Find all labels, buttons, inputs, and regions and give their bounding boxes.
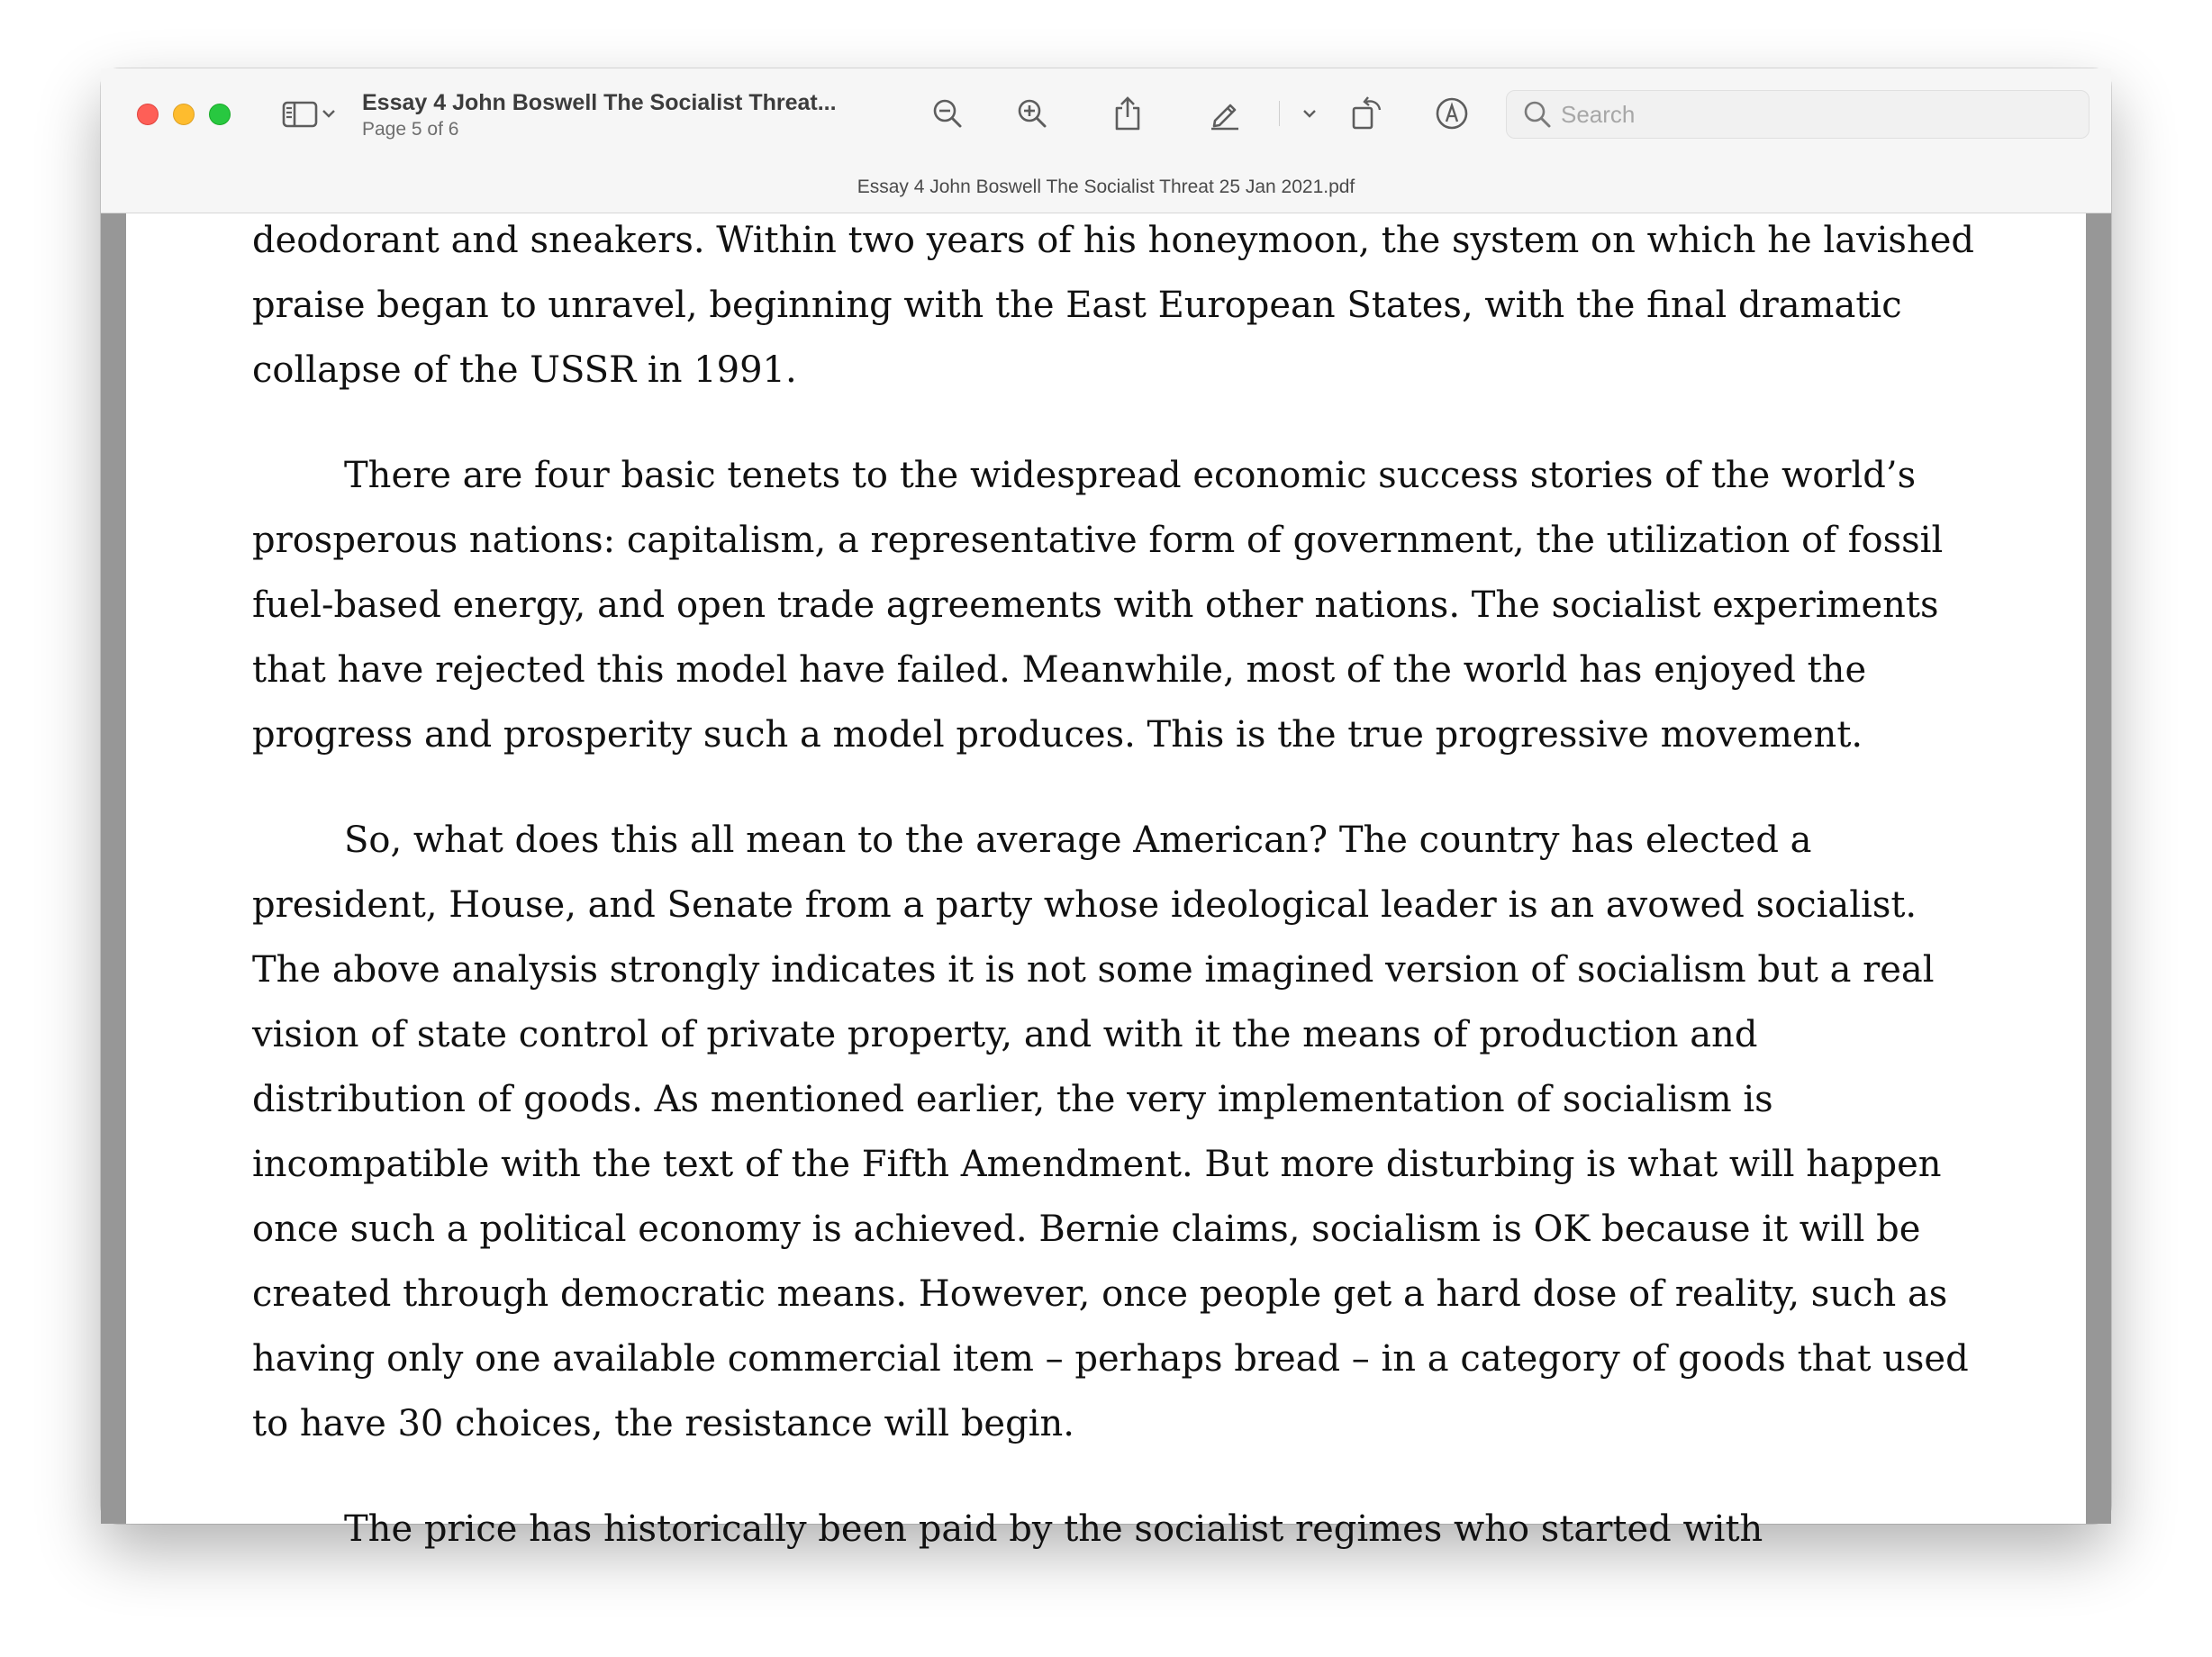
zoom-in-button[interactable]: [1011, 92, 1054, 135]
toolbar-divider: [1279, 101, 1280, 126]
text-line: praise began to unravel, beginning with the East European States, with the final dramatic: [252, 285, 1902, 326]
share-button[interactable]: [1106, 92, 1149, 135]
text-line: having only one available commercial item – perhaps bread – in a category of goods that used: [252, 1338, 1969, 1380]
text-line: So, what does this all mean to the average American? The country has elected a: [344, 819, 1812, 861]
markup-button[interactable]: [1203, 92, 1247, 135]
search-icon: [1521, 98, 1554, 131]
text-line: There are four basic tenets to the widespread economic success stories of the world’s: [344, 455, 1917, 496]
sidebar-icon: [282, 99, 318, 128]
paragraph: [252, 1497, 1981, 1562]
text-line: to have 30 choices, the resistance will begin.: [252, 1403, 1074, 1444]
text-line: that have rejected this model have failed. Meanwhile, most of the world has enjoyed the: [252, 649, 1867, 691]
zoom-window-button[interactable]: [209, 104, 231, 125]
minimize-window-button[interactable]: [173, 104, 195, 125]
text-line: once such a political economy is achieved. Bernie claims, socialism is OK because it will be: [252, 1209, 1921, 1250]
text-line: vision of state control of private property, and with it the means of production and: [252, 1014, 1758, 1055]
zoom-in-icon: [1016, 97, 1048, 130]
text-line: collapse of the USSR in 1991.: [252, 349, 797, 391]
annotate-icon: [1435, 96, 1469, 131]
text-line: fuel-based energy, and open trade agreements with other nations. The socialist experiments: [252, 584, 1939, 626]
text-line: deodorant and sneakers. Within two years of his honeymoon, the system on which he lavished: [252, 220, 1974, 261]
paragraph: [252, 808, 1981, 1456]
chevron-down-icon: [322, 108, 336, 119]
preview-window: [101, 68, 2111, 1550]
page-text: [252, 208, 1981, 1602]
text-line: created through democratic means. However, once people get a hard dose of reality, such as: [252, 1273, 1948, 1315]
zoom-out-icon: [931, 97, 964, 130]
window-filename: Essay 4 John Boswell The Socialist Threat 25 Jan 2021.pdf: [857, 177, 1355, 197]
annotate-button[interactable]: [1430, 92, 1473, 135]
toolbar: [101, 68, 2111, 213]
rotate-button[interactable]: [1346, 92, 1389, 135]
search-field[interactable]: [1506, 90, 2090, 139]
text-line: The above analysis strongly indicates it is not some imagined version of socialism but a real: [252, 949, 1935, 991]
document-viewport[interactable]: [101, 213, 2111, 1550]
text-line: incompatible with the text of the Fifth Amendment. But more disturbing is what will happen: [252, 1144, 1942, 1185]
paragraph: [252, 443, 1981, 767]
sidebar-toggle-button[interactable]: [277, 92, 340, 135]
text-line: progress and prosperity such a model produces. This is the true progressive movement.: [252, 714, 1863, 756]
zoom-out-button[interactable]: [926, 92, 969, 135]
paragraph: [252, 208, 1981, 403]
markup-pen-icon: [1208, 96, 1242, 131]
document-title[interactable]: Essay 4 John Boswell The Socialist Threat...: [362, 90, 837, 115]
share-icon: [1112, 95, 1143, 131]
search-input[interactable]: [1559, 100, 2067, 130]
text-line: The price has historically been paid by the socialist regimes who started with: [344, 1508, 1763, 1550]
chevron-down-icon: [1302, 108, 1317, 119]
markup-options-button[interactable]: [1292, 92, 1328, 135]
text-line: president, House, and Senate from a party whose ideological leader is an avowed socialist.: [252, 884, 1917, 926]
page-indicator: Page 5 of 6: [362, 119, 459, 140]
close-window-button[interactable]: [137, 104, 159, 125]
text-line: distribution of goods. As mentioned earlier, the very implementation of socialism is: [252, 1079, 1773, 1120]
rotate-icon: [1350, 95, 1384, 131]
text-line: prosperous nations: capitalism, a representative form of government, the utilization of fossil: [252, 520, 1944, 561]
pdf-page: [126, 213, 2086, 1550]
